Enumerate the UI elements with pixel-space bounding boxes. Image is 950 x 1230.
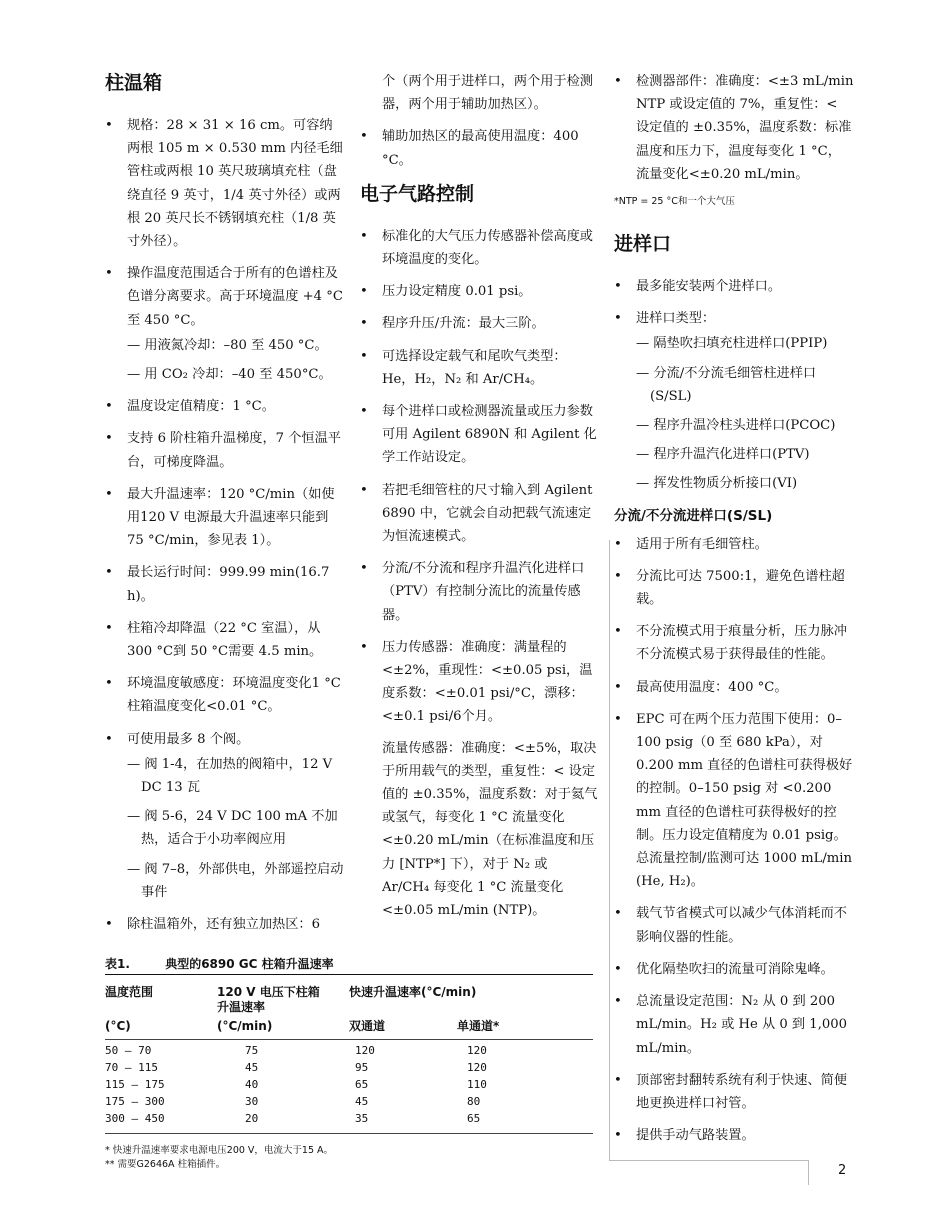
footnote: ** 需要G2646A 柱箱插件。	[105, 1159, 226, 1170]
table-cell: 95	[355, 1061, 369, 1074]
sub-list	[127, 334, 345, 386]
list-item	[614, 307, 854, 495]
list-item	[105, 262, 345, 386]
list-item: • 除柱温箱外，还有独立加热区：6	[105, 913, 345, 936]
section-heading-inlet: 进样口	[614, 233, 672, 256]
list-item: • 若把毛细管柱的尺寸输入到 Agilent 6890 中，它就会自动把载气流速定为恒流速模式。	[360, 479, 598, 549]
ntp-note: *NTP = 25 °C和一个大气压	[614, 196, 735, 208]
table-cell: 120	[355, 1044, 375, 1057]
sub-item: — 用液氮冷却：–80 至 450 °C。	[127, 337, 328, 353]
list-item-text: 进样口类型：	[636, 311, 716, 327]
header-120v-unit: (°C/min)	[217, 1019, 273, 1033]
column-1	[105, 70, 345, 945]
detector-list	[614, 70, 854, 186]
table-cell: 20	[245, 1112, 259, 1125]
sub-item: — 阀 5-6，24 V DC 100 mA 不加热，适合于小功率阀应用	[127, 809, 338, 848]
table-title-text: 典型的6890 GC 柱箱升温速率	[165, 957, 334, 971]
table-cell: 115 – 175	[105, 1078, 165, 1091]
table-cell: 70 – 115	[105, 1061, 158, 1074]
list-item: • 检测器部件：准确度：<±3 mL/min NTP 或设定值的 7%，重复性：< 设定值的 ±0.35%，温度系数：标准温度和压力下，温度每变化 1 °C，流量变化<±0.20 mL/min。	[614, 70, 854, 186]
list-item: • 载气节省模式可以减少气体消耗而不影响仪器的性能。	[614, 902, 854, 948]
list-item-text: 操作温度范围适合于所有的色谱柱及色谱分离要求。高于环境温度 +4 °C至 450 °C。	[127, 266, 343, 328]
list-item: • 分流/不分流和程序升温汽化进样口（PTV）有控制分流比的流量传感器。	[360, 557, 598, 627]
list-item: • 辅助加热区的最高使用温度：400 °C。	[360, 125, 598, 171]
list-item: • 每个进样口或检测器流量或压力参数可用 Agilent 6890N 和 Agilent 化学工作站设定。	[360, 400, 598, 470]
list-item	[105, 728, 345, 904]
table-cell: 45	[245, 1061, 259, 1074]
column-2	[360, 70, 598, 931]
header-dual: 双通道	[349, 1019, 386, 1033]
sub-list	[127, 753, 345, 904]
table-cell: 300 – 450	[105, 1112, 165, 1125]
flow-sensor-paragraph: 流量传感器：准确度：<±5%，取决于所用载气的类型，重复性：< 设定值的 ±0.35%，温度系数：对于氦气或氢气，每变化 1 °C 流量变化 <±0.20 mL/min（在标准温度和压力 [NTP*] 下），对于 N₂ 或 Ar/CH₄ 每变化 1 °C 流量变化 <±0.05 mL/min (NTP)。	[382, 740, 598, 919]
table-row	[105, 1061, 593, 1078]
header-single: 单通道*	[457, 1019, 500, 1033]
list-item: • 最高使用温度：400 °C。	[614, 676, 854, 699]
inlet-list	[614, 275, 854, 496]
table-cell: 175 – 300	[105, 1095, 165, 1108]
continued-text: 个（两个用于进样口，两个用于检测器，两个用于辅助加热区）。	[382, 74, 593, 113]
sub-item: — 隔垫吹扫填充柱进样口(PPIP)	[636, 336, 828, 352]
table-cell: 110	[467, 1078, 487, 1091]
list-item: • 最长运行时间：999.99 min(16.7 h)。	[105, 561, 345, 607]
sub-item: — 分流/不分流毛细管柱进样口(S/SL)	[636, 365, 817, 404]
column-3	[614, 70, 854, 1156]
sub-item: — 挥发性物质分析接口(VI)	[636, 476, 798, 492]
table-row	[105, 1095, 593, 1112]
table-cell: 35	[355, 1112, 369, 1125]
table-header	[105, 985, 593, 1035]
list-item: • 温度设定值精度：1 °C。	[105, 395, 345, 418]
header-range-unit: (°C)	[105, 1019, 131, 1033]
list-item: • 支持 6 阶柱箱升温梯度，7 个恒温平台，可梯度降温。	[105, 427, 345, 473]
table-cell: 75	[245, 1044, 259, 1057]
table-cell: 120	[467, 1044, 487, 1057]
table-cell: 30	[245, 1095, 259, 1108]
list-item: • 柱箱冷却降温（22 °C 室温），从 300 °C到 50 °C需要 4.5 min。	[105, 617, 345, 663]
oven-spec-list	[105, 114, 345, 936]
list-item: • 标准化的大气压力传感器补偿高度或环境温度的变化。	[360, 225, 598, 271]
table-cell: 50 – 70	[105, 1044, 152, 1057]
list-item: • 最大升温速率：120 °C/min（如使用120 V 电源最大升温速率只能到 75 °C/min，参见表 1）。	[105, 483, 345, 553]
header-fast: 快速升温速率(°C/min)	[349, 985, 477, 999]
list-item: • 提供手动气路装置。	[614, 1124, 854, 1147]
header-range: 温度范围	[105, 985, 154, 999]
table-cell: 80	[467, 1095, 481, 1108]
sub-item: — 阀 7–8，外部供电，外部遥控启动事件	[127, 861, 344, 900]
list-item: • 顶部密封翻转系统有利于快速、简便地更换进样口衬管。	[614, 1069, 854, 1115]
table-body	[105, 1039, 593, 1134]
ramp-rate-table	[105, 955, 593, 1172]
table-footnotes	[105, 1144, 593, 1172]
list-item: • 最多能安装两个进样口。	[614, 275, 854, 298]
table-row	[105, 1044, 593, 1061]
ssl-list	[614, 533, 854, 1148]
list-item-text: 可使用最多 8 个阀。	[127, 731, 250, 747]
page-number: 2	[838, 1163, 847, 1178]
list-item: • 优化隔垫吹扫的流量可消除鬼峰。	[614, 958, 854, 981]
list-item: • 分流比可达 7500:1，避免色谱柱超载。	[614, 565, 854, 611]
list-item-text: 压力传感器：准确度：满量程的 <±2%，重现性：<±0.05 psi，温度系数：<±0.01 psi/°C，漂移：<±0.1 psi/6个月。	[382, 639, 593, 725]
list-item: • 压力设定精度 0.01 psi。	[360, 280, 598, 303]
table-cell: 40	[245, 1078, 259, 1091]
list-item	[360, 636, 598, 922]
section-heading-epc: 电子气路控制	[360, 182, 475, 205]
footnote: * 快速升温速率要求电源电压200 V，电流大于15 A。	[105, 1145, 334, 1156]
list-item: • 规格：28 × 31 × 16 cm。可容纳两根 105 m × 0.530 mm 内径毛细管柱或两根 10 英尺玻璃填充柱（盘绕直径 9 英寸，1/4 英寸外径）或两根 20 英尺长不锈钢填充柱（1/8 英寸外径）。	[105, 114, 345, 253]
epc-spec-list	[360, 225, 598, 922]
table-cell: 120	[467, 1061, 487, 1074]
footer-rule	[609, 1160, 809, 1161]
table-row	[105, 1112, 593, 1129]
table-cell: 45	[355, 1095, 369, 1108]
sub-item: — 程序升温汽化进样口(PTV)	[636, 447, 810, 463]
column-divider	[609, 540, 610, 1160]
aux-list	[360, 125, 598, 171]
section-heading-oven: 柱温箱	[105, 72, 163, 94]
header-120v: 120 V 电压下柱箱升温速率	[217, 985, 320, 1014]
list-item: • EPC 可在两个压力范围下使用：0–100 psig（0 至 680 kPa），对 0.200 mm 直径的色谱柱可获得极好的控制。0–150 psig 对 <0.200 mm 直径的色谱柱可获得极好的控制。压力设定值精度为 0.01 psig。总流量控制/监测可达 1000 mL/min (He, H₂)。	[614, 708, 854, 894]
list-item: • 程序升压/升流：最大三阶。	[360, 312, 598, 335]
sub-item: — 用 CO₂ 冷却：–40 至 450°C。	[127, 367, 332, 383]
list-item: • 总流量设定范围：N₂ 从 0 到 200 mL/min。H₂ 或 He 从 0 到 1,000 mL/min。	[614, 990, 854, 1060]
table-cell: 65	[467, 1112, 481, 1125]
subheading-ssl: 分流/不分流进样口(S/SL)	[614, 507, 773, 524]
table-title	[105, 955, 593, 975]
table-label: 表1.	[105, 957, 130, 971]
list-item: • 不分流模式用于痕量分析，压力脉冲不分流模式易于获得最佳的性能。	[614, 620, 854, 666]
table-cell: 65	[355, 1078, 369, 1091]
sub-list	[636, 332, 854, 495]
list-item: • 适用于所有毛细管柱。	[614, 533, 854, 556]
sub-item: — 程序升温冷柱头进样口(PCOC)	[636, 418, 836, 434]
table-row	[105, 1078, 593, 1095]
footer-divider	[808, 1160, 809, 1185]
sub-item: — 阀 1-4，在加热的阀箱中，12 V DC 13 瓦	[127, 756, 333, 796]
list-item: • 可选择设定载气和尾吹气类型：He，H₂，N₂ 和 Ar/CH₄。	[360, 345, 598, 391]
list-item: • 环境温度敏感度：环境温度变化1 °C 柱箱温度变化<0.01 °C。	[105, 672, 345, 718]
